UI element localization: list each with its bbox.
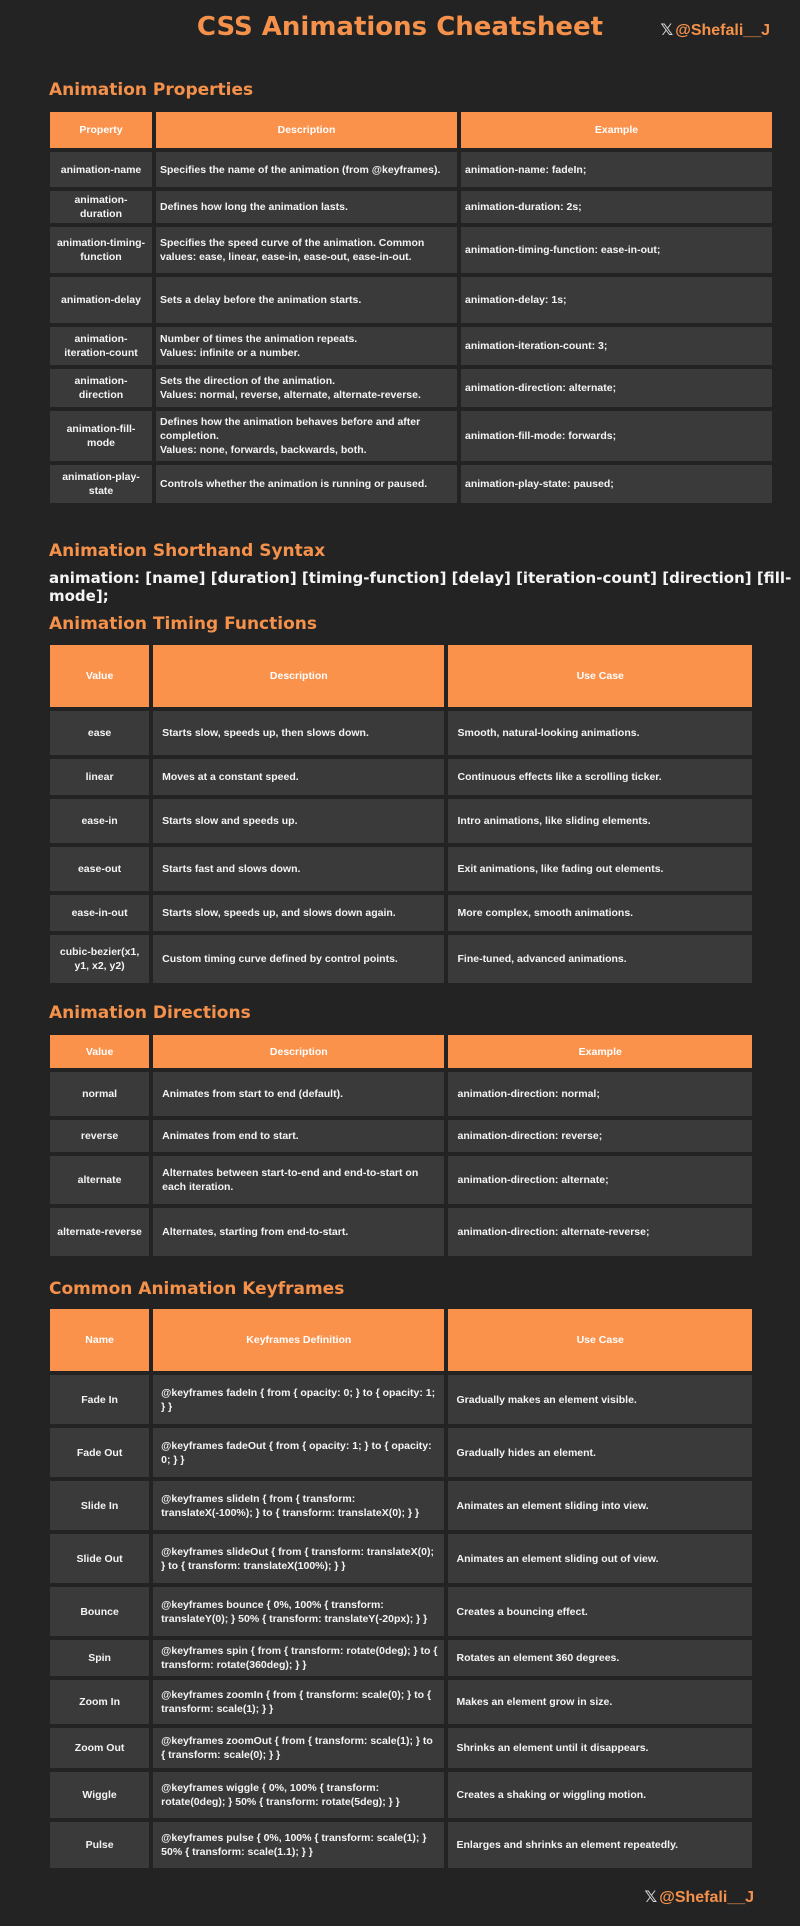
- properties-heading: Animation Properties: [49, 80, 254, 100]
- table-row: [50, 277, 772, 323]
- row-name-cell: Fade Out: [50, 1428, 149, 1477]
- row-name-cell: ease-in-out: [50, 895, 149, 931]
- example-cell: animation-direction: alternate;: [448, 1156, 752, 1204]
- description-cell: @keyframes fadeOut { from { opacity: 1; } to { opacity: 0; } }: [153, 1428, 444, 1477]
- row-name-cell: Spin: [50, 1640, 149, 1676]
- example-cell: animation-fill-mode: forwards;: [461, 411, 772, 461]
- row-name-cell: animation-direction: [50, 369, 152, 407]
- table-row: [50, 895, 752, 931]
- table-row: [50, 1534, 752, 1583]
- description-cell: Starts slow, speeds up, and slows down again.: [153, 895, 444, 931]
- example-cell: Fine-tuned, advanced animations.: [448, 935, 752, 983]
- column-header: Description: [153, 645, 444, 707]
- table-row: [50, 1120, 752, 1152]
- row-name-cell: animation-iteration-count: [50, 327, 152, 365]
- directions-heading: Animation Directions: [49, 1003, 251, 1023]
- example-cell: animation-direction: reverse;: [448, 1120, 752, 1152]
- table-row: [50, 327, 772, 365]
- row-name-cell: ease-out: [50, 847, 149, 891]
- example-cell: animation-name: fadeIn;: [461, 152, 772, 187]
- row-name-cell: Bounce: [50, 1587, 149, 1636]
- description-cell: Animates from start to end (default).: [153, 1072, 444, 1116]
- shorthand-syntax: animation: [name] [duration] [timing-function] [delay] [iteration-count] [direction] [fill-mode];: [49, 569, 792, 605]
- column-header: Name: [50, 1309, 149, 1371]
- description-cell: @keyframes fadeIn { from { opacity: 0; } to { opacity: 1; } }: [153, 1375, 444, 1424]
- description-cell: Animates from end to start.: [153, 1120, 444, 1152]
- row-name-cell: linear: [50, 759, 149, 795]
- description-cell: @keyframes zoomIn { from { transform: scale(0); } to { transform: scale(1); } }: [153, 1680, 444, 1724]
- x-logo-icon: 𝕏: [644, 1887, 658, 1906]
- description-cell: @keyframes spin { from { transform: rotate(0deg); } to { transform: rotate(360deg); } }: [153, 1640, 444, 1676]
- example-cell: Animates an element sliding out of view.: [448, 1534, 752, 1583]
- description-cell: Starts slow and speeds up.: [153, 799, 444, 843]
- row-name-cell: reverse: [50, 1120, 149, 1152]
- properties-table: [46, 108, 776, 507]
- table-row: [50, 711, 752, 755]
- column-header: Example: [448, 1035, 752, 1068]
- column-header: Value: [50, 645, 149, 707]
- description-cell: Moves at a constant speed.: [153, 759, 444, 795]
- description-cell: Number of times the animation repeats. Values: infinite or a number.: [156, 327, 457, 365]
- table-row: [50, 799, 752, 843]
- table-row: [50, 1428, 752, 1477]
- description-cell: @keyframes slideOut { from { transform: translateX(0); } to { transform: translateX(100%); } }: [153, 1534, 444, 1583]
- description-cell: Specifies the name of the animation (from @keyframes).: [156, 152, 457, 187]
- table-row: [50, 847, 752, 891]
- example-cell: Rotates an element 360 degrees.: [448, 1640, 752, 1676]
- example-cell: Exit animations, like fading out elements.: [448, 847, 752, 891]
- table-row: [50, 1822, 752, 1868]
- table-row: [50, 1680, 752, 1724]
- row-name-cell: animation-play-state: [50, 465, 152, 503]
- table-row: [50, 152, 772, 187]
- column-header: Example: [461, 112, 772, 148]
- row-name-cell: animation-fill-mode: [50, 411, 152, 461]
- description-cell: Defines how long the animation lasts.: [156, 191, 457, 223]
- page-title: CSS Animations Cheatsheet: [196, 12, 604, 42]
- description-cell: Alternates between start-to-end and end-to-start on each iteration.: [153, 1156, 444, 1204]
- x-logo-icon: 𝕏: [660, 20, 674, 39]
- row-name-cell: Pulse: [50, 1822, 149, 1868]
- column-header: Use Case: [448, 1309, 752, 1371]
- row-name-cell: alternate: [50, 1156, 149, 1204]
- description-cell: Custom timing curve defined by control points.: [153, 935, 444, 983]
- example-cell: Animates an element sliding into view.: [448, 1481, 752, 1530]
- example-cell: animation-play-state: paused;: [461, 465, 772, 503]
- table-row: [50, 1728, 752, 1768]
- column-header: Description: [156, 112, 457, 148]
- column-header: Value: [50, 1035, 149, 1068]
- example-cell: Makes an element grow in size.: [448, 1680, 752, 1724]
- table-row: [50, 1772, 752, 1818]
- table-row: [50, 1375, 752, 1424]
- author-handle-bottom[interactable]: [644, 1887, 754, 1907]
- row-name-cell: animation-name: [50, 152, 152, 187]
- table-header-row: [50, 645, 752, 707]
- description-cell: Controls whether the animation is running or paused.: [156, 465, 457, 503]
- example-cell: Intro animations, like sliding elements.: [448, 799, 752, 843]
- example-cell: Shrinks an element until it disappears.: [448, 1728, 752, 1768]
- column-header: Description: [153, 1035, 444, 1068]
- description-cell: Starts slow, speeds up, then slows down.: [153, 711, 444, 755]
- description-cell: Alternates, starting from end-to-start.: [153, 1208, 444, 1256]
- example-cell: Enlarges and shrinks an element repeatedly.: [448, 1822, 752, 1868]
- row-name-cell: Wiggle: [50, 1772, 149, 1818]
- row-name-cell: Slide Out: [50, 1534, 149, 1583]
- row-name-cell: Zoom Out: [50, 1728, 149, 1768]
- table-row: [50, 1156, 752, 1204]
- example-cell: animation-delay: 1s;: [461, 277, 772, 323]
- description-cell: Starts fast and slows down.: [153, 847, 444, 891]
- row-name-cell: Slide In: [50, 1481, 149, 1530]
- description-cell: @keyframes zoomOut { from { transform: scale(1); } to { transform: scale(0); } }: [153, 1728, 444, 1768]
- example-cell: animation-timing-function: ease-in-out;: [461, 227, 772, 273]
- example-cell: animation-iteration-count: 3;: [461, 327, 772, 365]
- description-cell: @keyframes pulse { 0%, 100% { transform: scale(1); } 50% { transform: scale(1.1); } }: [153, 1822, 444, 1868]
- description-cell: Defines how the animation behaves before and after completion. Values: none, forwards, backwards, both.: [156, 411, 457, 461]
- description-cell: @keyframes bounce { 0%, 100% { transform: translateY(0); } 50% { transform: translateY(-20px); } }: [153, 1587, 444, 1636]
- keyframes-heading: Common Animation Keyframes: [49, 1279, 345, 1299]
- table-row: [50, 1640, 752, 1676]
- table-row: [50, 1481, 752, 1530]
- example-cell: animation-direction: normal;: [448, 1072, 752, 1116]
- table-row: [50, 411, 772, 461]
- keyframes-table: [46, 1305, 756, 1872]
- example-cell: animation-direction: alternate;: [461, 369, 772, 407]
- timing-table: [46, 641, 756, 987]
- table-row: [50, 465, 772, 503]
- example-cell: Creates a shaking or wiggling motion.: [448, 1772, 752, 1818]
- row-name-cell: ease-in: [50, 799, 149, 843]
- column-header: Keyframes Definition: [153, 1309, 444, 1371]
- table-header-row: [50, 1309, 752, 1371]
- row-name-cell: animation-duration: [50, 191, 152, 223]
- table-row: [50, 1587, 752, 1636]
- description-cell: @keyframes wiggle { 0%, 100% { transform: rotate(0deg); } 50% { transform: rotate(5deg); } }: [153, 1772, 444, 1818]
- table-row: [50, 227, 772, 273]
- example-cell: Gradually makes an element visible.: [448, 1375, 752, 1424]
- description-cell: Specifies the speed curve of the animation. Common values: ease, linear, ease-in, ease-out, ease-in-out.: [156, 227, 457, 273]
- example-cell: animation-direction: alternate-reverse;: [448, 1208, 752, 1256]
- example-cell: Continuous effects like a scrolling ticker.: [448, 759, 752, 795]
- timing-heading: Animation Timing Functions: [49, 614, 317, 634]
- table-row: [50, 369, 772, 407]
- column-header: Property: [50, 112, 152, 148]
- column-header: Use Case: [448, 645, 752, 707]
- row-name-cell: Fade In: [50, 1375, 149, 1424]
- row-name-cell: alternate-reverse: [50, 1208, 149, 1256]
- table-row: [50, 1072, 752, 1116]
- table-row: [50, 759, 752, 795]
- author-handle-text: @Shefali__J: [659, 1889, 754, 1906]
- row-name-cell: animation-timing-function: [50, 227, 152, 273]
- example-cell: More complex, smooth animations.: [448, 895, 752, 931]
- row-name-cell: cubic-bezier(x1, y1, x2, y2): [50, 935, 149, 983]
- author-handle-text: @Shefali__J: [675, 22, 770, 39]
- example-cell: Gradually hides an element.: [448, 1428, 752, 1477]
- table-row: [50, 935, 752, 983]
- table-header-row: [50, 112, 772, 148]
- table-row: [50, 1208, 752, 1256]
- description-cell: @keyframes slideIn { from { transform: translateX(-100%); } to { transform: translateX(0); } }: [153, 1481, 444, 1530]
- row-name-cell: normal: [50, 1072, 149, 1116]
- row-name-cell: Zoom In: [50, 1680, 149, 1724]
- author-handle-top[interactable]: [660, 20, 770, 40]
- example-cell: animation-duration: 2s;: [461, 191, 772, 223]
- description-cell: Sets the direction of the animation. Values: normal, reverse, alternate, alternate-reverse.: [156, 369, 457, 407]
- row-name-cell: ease: [50, 711, 149, 755]
- table-header-row: [50, 1035, 752, 1068]
- example-cell: Smooth, natural-looking animations.: [448, 711, 752, 755]
- example-cell: Creates a bouncing effect.: [448, 1587, 752, 1636]
- table-row: [50, 191, 772, 223]
- shorthand-heading: Animation Shorthand Syntax: [49, 541, 326, 561]
- row-name-cell: animation-delay: [50, 277, 152, 323]
- description-cell: Sets a delay before the animation starts.: [156, 277, 457, 323]
- directions-table: [46, 1031, 756, 1260]
